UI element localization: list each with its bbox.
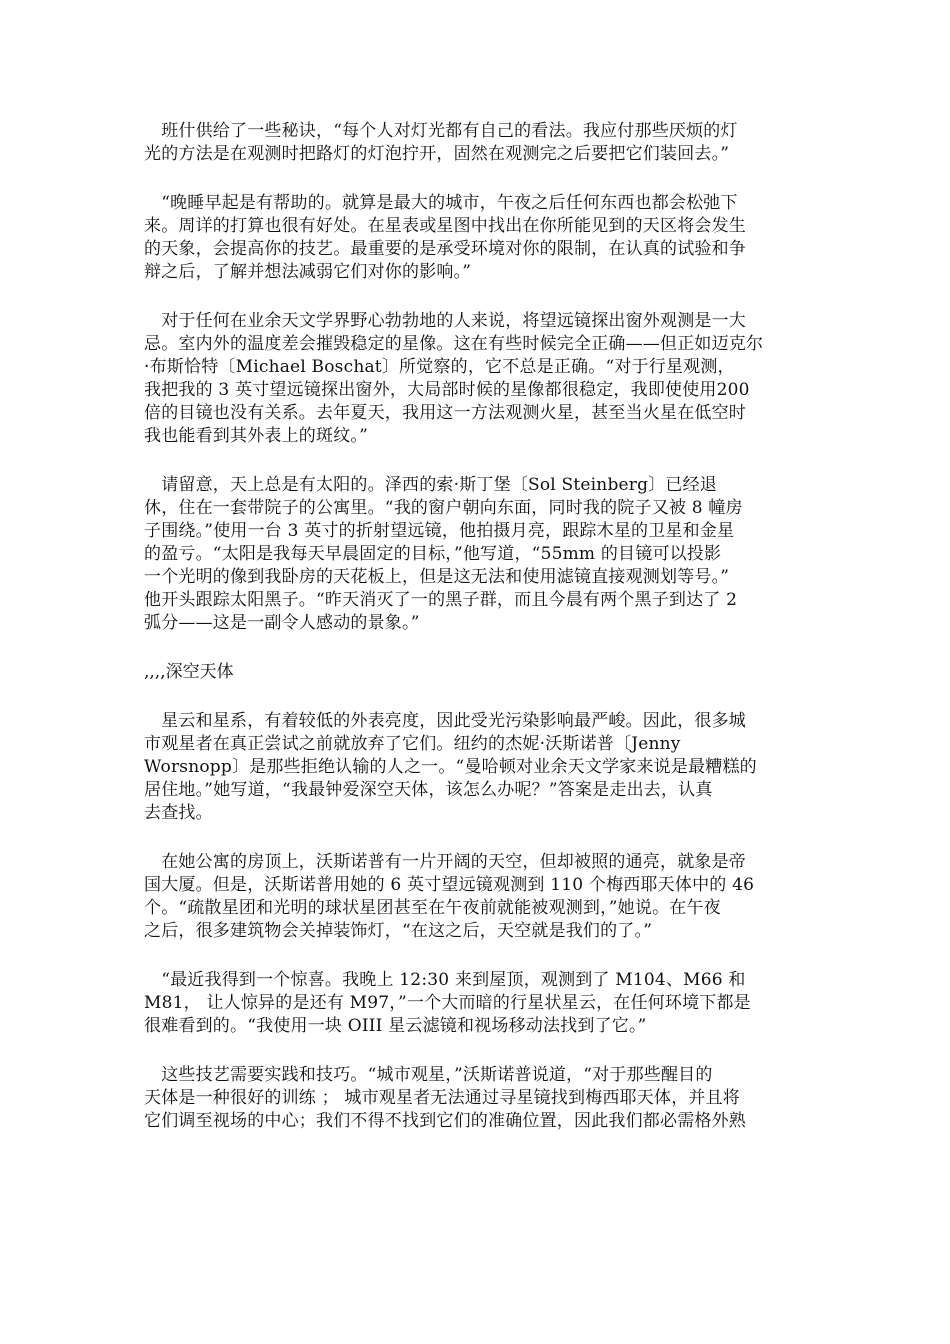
paragraph-8: [144, 1064, 816, 1133]
text-line: 的天象，会提高你的技艺。最重要的是承受环境对你的限制，在认真的试验和争: [144, 239, 746, 259]
text-line: 我把我的 3 英寸望远镜探出窗外，大局部时候的星像都很稳定，我即使使用200: [144, 380, 750, 400]
text-line: 光的方法是在观测时把路灯的灯泡拧开，固然在观测完之后要把它们装回去。”: [144, 144, 730, 164]
paragraph-2: [144, 192, 816, 284]
text-line: 天体是一种很好的训练 ； 城市观星者无法通过寻星镜找到梅西耶天体，并且将: [144, 1088, 741, 1108]
text-line: 星云和星系，有着较低的外表亮度，因此受光污染影响最严峻。因此，很多城: [144, 711, 746, 731]
text-line: 之后，很多建筑物会关掉装饰灯，“在这之后，天空就是我们的了。”: [144, 921, 653, 941]
paragraph-1: [144, 120, 816, 166]
text-line: 班什供给了一些秘诀，“每个人对灯光都有自己的看法。我应付那些厌烦的灯: [144, 121, 738, 141]
text-line: 居住地。”她写道，“我最钟爱深空天体，该怎么办呢？”答案是走出去，认真: [144, 780, 713, 800]
text-line: “最近我得到一个惊喜。我晚上 12:30 来到屋顶，观测到了 M104、M66 和: [144, 970, 746, 990]
section-heading: ,,,,深空天体: [144, 662, 234, 682]
text-line: 的盈亏。“太阳是我每天早晨固定的目标，”他写道，“55mm 的目镜可以投影: [144, 544, 722, 564]
paragraph-7: [144, 969, 816, 1038]
text-line: Worsnopp〕是那些拒绝认输的人之一。“曼哈顿对业余天文学家来说是最糟糕的: [144, 757, 757, 777]
text-line: 它们调至视场的中心；我们不得不找到它们的准确位置，因此我们都必需格外熟: [144, 1111, 746, 1131]
text-line: 去查找。: [144, 803, 213, 823]
text-line: 休，住在一套带院子的公寓里。“我的窗户朝向东面，同时我的院子又被 8 幢房: [144, 498, 743, 518]
document-body: [144, 120, 816, 1159]
text-line: M81， 让人惊异的是还有 M97，”一个大而暗的行星状星云，在任何环境下都是: [144, 993, 751, 1013]
text-line: 国大厦。但是，沃斯诺普用她的 6 英寸望远镜观测到 110 个梅西耶天体中的 46: [144, 875, 755, 895]
text-line: 在她公寓的房顶上，沃斯诺普有一片开阔的天空，但却被照的通亮，就象是帝: [144, 852, 746, 872]
text-line: 请留意，天上总是有太阳的。泽西的索·斯丁堡〔Sol Steinberg〕已经退: [144, 475, 717, 495]
text-line: 一个光明的像到我卧房的天花板上，但是这无法和使用滤镜直接观测划等号。”: [144, 567, 730, 587]
text-line: 来。周详的打算也很有好处。在星表或星图中找出在你所能见到的天区将会发生: [144, 216, 746, 236]
text-line: 倍的目镜也没有关系。去年夏天，我用这一方法观测火星，甚至当火星在低空时: [144, 403, 746, 423]
text-line: 辩之后，了解并想法减弱它们对你的影响。”: [144, 262, 472, 282]
text-line: 很难看到的。“我使用一块 OIII 星云滤镜和视场移动法找到了它。”: [144, 1016, 647, 1036]
text-line: ·布斯恰特〔Michael Boschat〕所觉察的，它不总是正确。“对于行星观测，: [144, 357, 735, 377]
paragraph-5: [144, 710, 816, 825]
text-line: 这些技艺需要实践和技巧。“城市观星，”沃斯诺普说道，“对于那些醒目的: [144, 1065, 713, 1085]
text-line: 我也能看到其外表上的斑纹。”: [144, 426, 368, 446]
text-line: 对于任何在业余天文学界野心勃勃地的人来说，将望远镜探出窗外观测是一大: [144, 311, 746, 331]
text-line: 个。“疏散星团和光明的球状星团甚至在午夜前就能被观测到，”她说。在午夜: [144, 898, 721, 918]
paragraph-6: [144, 851, 816, 943]
text-line: “晚睡早起是有帮助的。就算是最大的城市，午夜之后任何东西也都会松弛下: [144, 193, 738, 213]
text-line: 市观星者在真正尝试之前就放弃了它们。纽约的杰妮·沃斯诺普〔Jenny: [144, 734, 681, 754]
text-line: 忌。室内外的温度差会摧毁稳定的星像。这在有些时候完全正确——但正如迈克尔: [144, 334, 764, 354]
paragraph-3: [144, 310, 816, 448]
text-line: 子围绕。”使用一台 3 英寸的折射望远镜，他拍摄月亮，跟踪木星的卫星和金星: [144, 521, 735, 541]
text-line: 弧分——这是一副令人感动的景象。”: [144, 613, 420, 633]
text-line: 他开头跟踪太阳黑子。“昨天消灭了一的黑子群，而且今晨有两个黑子到达了 2: [144, 590, 738, 610]
paragraph-4: [144, 474, 816, 635]
